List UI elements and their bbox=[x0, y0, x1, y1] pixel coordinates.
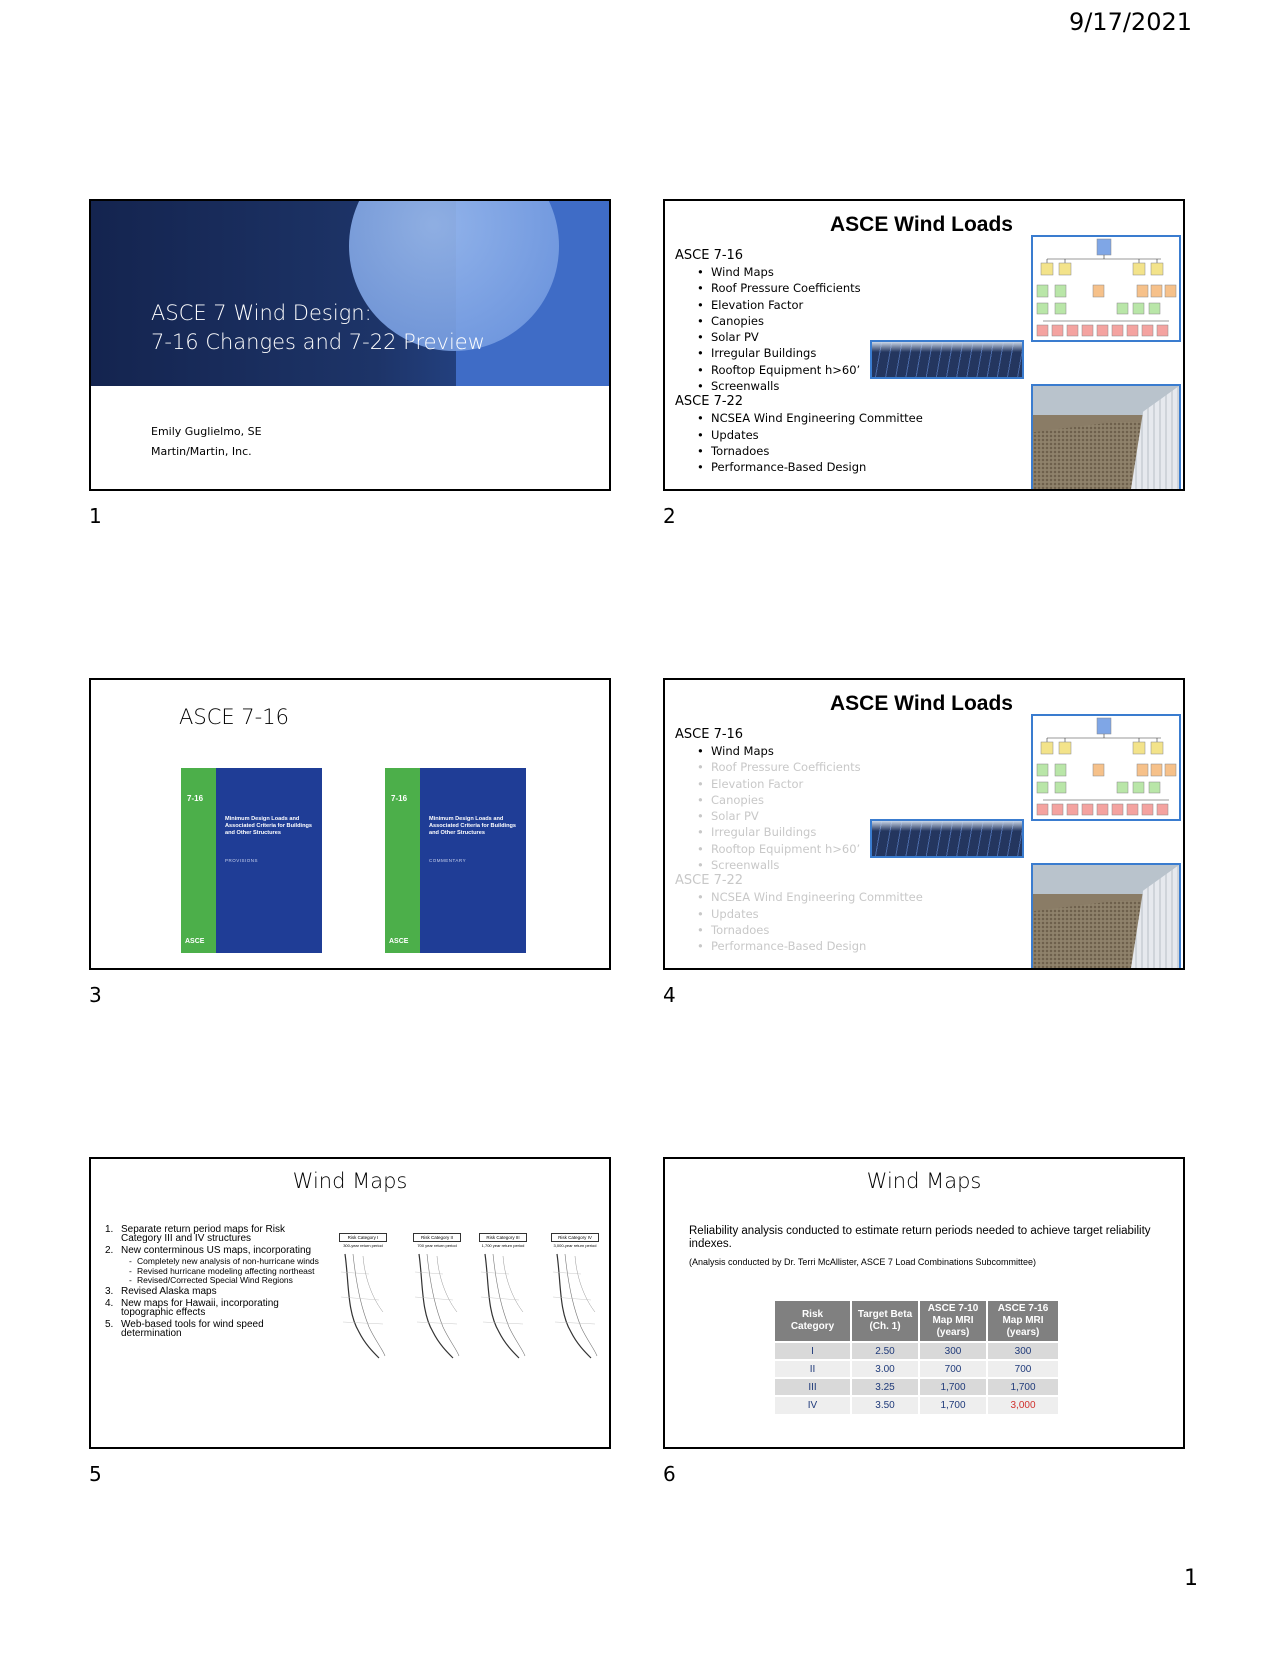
table-header: Risk Category bbox=[775, 1301, 851, 1342]
bullet-item: • Updates bbox=[697, 427, 923, 443]
sub-item: - Completely new analysis of non-hurricane winds bbox=[105, 1258, 325, 1266]
bullet-item: • Performance-Based Design bbox=[697, 459, 923, 475]
slide-6[interactable] bbox=[663, 1157, 1185, 1449]
bullet-item: • Screenwalls bbox=[697, 378, 923, 394]
flowchart-image bbox=[1031, 714, 1181, 821]
table-row: II 3.00 700 700 bbox=[775, 1360, 1059, 1378]
table-header: ASCE 7-10 Map MRI (years) bbox=[919, 1301, 987, 1342]
slide-5[interactable] bbox=[89, 1157, 611, 1449]
bullet-item: • Solar PV bbox=[697, 329, 923, 345]
author-company: Martin/Martin, Inc. bbox=[151, 445, 252, 458]
bullet-item: • Tornadoes bbox=[697, 443, 923, 459]
bullet-item: • Roof Pressure Coefficients bbox=[697, 280, 923, 296]
table-row: III 3.25 1,700 1,700 bbox=[775, 1378, 1059, 1396]
bullet-item: • Rooftop Equipment h>60’ bbox=[697, 841, 923, 857]
rooftop-screenwall-image bbox=[1031, 384, 1181, 491]
book-cover-commentary: 7-16 Minimum Design Loads and Associated Criteria for Buildings and Other Structures COMMENTARY ASCE bbox=[385, 768, 526, 953]
bullet-item: • Updates bbox=[697, 906, 923, 922]
table-header: Target Beta (Ch. 1) bbox=[851, 1301, 919, 1342]
bullet-item: • Tornadoes bbox=[697, 922, 923, 938]
table-row: IV 3.50 1,700 3,000 bbox=[775, 1396, 1059, 1414]
bullet-item: • Screenwalls bbox=[697, 857, 923, 873]
slide-3[interactable] bbox=[89, 678, 611, 970]
solar-panels-image bbox=[870, 819, 1024, 858]
mri-table bbox=[775, 1301, 1060, 1414]
slide-2[interactable] bbox=[663, 199, 1185, 491]
slide-title: Wind Maps bbox=[292, 1169, 408, 1193]
bullet-item: • Performance-Based Design bbox=[697, 938, 923, 954]
wind-map-risk-3: Risk Category III 1,700 year return period bbox=[479, 1233, 527, 1393]
bullet-item: • Solar PV bbox=[697, 808, 923, 824]
bullet-item: • Elevation Factor bbox=[697, 297, 923, 313]
slide-number: 4 bbox=[663, 983, 676, 1007]
group-heading: ASCE 7-22 bbox=[675, 394, 744, 410]
list-item: 5. Web-based tools for wind speed determination bbox=[105, 1318, 264, 1339]
list-item: 2. New conterminous US maps, incorporating bbox=[105, 1245, 312, 1256]
sub-item: - Revised/Corrected Special Wind Regions bbox=[105, 1277, 325, 1285]
table-header: ASCE 7-16 Map MRI (years) bbox=[987, 1301, 1059, 1342]
bullet-item: • Irregular Buildings bbox=[697, 824, 923, 840]
list-item: 3. Revised Alaska maps bbox=[105, 1285, 217, 1297]
slide-number: 3 bbox=[89, 983, 102, 1007]
author-name: Emily Guglielmo, SE bbox=[151, 425, 262, 438]
slide-title: ASCE 7-16 bbox=[179, 705, 289, 729]
bullet-item: • Elevation Factor bbox=[697, 776, 923, 792]
bullet-item: • Canopies bbox=[697, 313, 923, 329]
wind-map-risk-1: Risk Category I 300-year return period bbox=[339, 1233, 387, 1393]
bullet-item: • Wind Maps bbox=[697, 743, 923, 759]
slide-1[interactable] bbox=[89, 199, 611, 491]
solar-panels-image bbox=[870, 340, 1024, 379]
author-block bbox=[151, 422, 262, 462]
wind-map-risk-4: Risk Category IV 3,000-year return period bbox=[551, 1233, 599, 1393]
bullet-item: • Irregular Buildings bbox=[697, 345, 923, 361]
slide-number: 5 bbox=[89, 1462, 102, 1486]
flowchart-image bbox=[1031, 235, 1181, 342]
bullet-item: • Rooftop Equipment h>60’ bbox=[697, 362, 923, 378]
slide-title: ASCE Wind Loads bbox=[830, 213, 1013, 236]
list-item: 1. Separate return period maps for Risk Category III and IV structures bbox=[105, 1224, 285, 1244]
slide-title: ASCE Wind Loads bbox=[830, 692, 1013, 715]
page-number: 1 bbox=[1184, 1566, 1198, 1591]
numbered-list bbox=[105, 1225, 325, 1341]
slide-text: Reliability analysis conducted to estimate return periods needed to achieve target reliability indexes. bbox=[689, 1225, 1151, 1250]
slide-number: 1 bbox=[89, 504, 102, 528]
bullet-item: • Wind Maps bbox=[697, 264, 923, 280]
group-heading: ASCE 7-16 bbox=[675, 727, 744, 742]
highlight-cell: 3,000 bbox=[987, 1396, 1059, 1414]
bullet-item: • NCSEA Wind Engineering Committee bbox=[697, 889, 923, 905]
rooftop-screenwall-image bbox=[1031, 863, 1181, 970]
sub-item: - Revised hurricane modeling affecting northeast bbox=[105, 1268, 325, 1276]
slide-title: Wind Maps bbox=[866, 1169, 982, 1193]
page-date: 9/17/2021 bbox=[1068, 8, 1192, 36]
table-row: I 2.50 300 300 bbox=[775, 1342, 1059, 1360]
slide-number: 6 bbox=[663, 1462, 676, 1486]
group-heading: ASCE 7-16 bbox=[675, 248, 744, 263]
table-header-row bbox=[775, 1301, 1059, 1342]
bullet-item: • Roof Pressure Coefficients bbox=[697, 759, 923, 775]
group-heading: ASCE 7-22 bbox=[675, 873, 744, 889]
bullet-item: • Canopies bbox=[697, 792, 923, 808]
bullet-item: • NCSEA Wind Engineering Committee bbox=[697, 410, 923, 426]
wind-map-risk-2: Risk Category II 700 year return period bbox=[413, 1233, 461, 1393]
slide-number: 2 bbox=[663, 504, 676, 528]
book-cover-provisions: 7-16 Minimum Design Loads and Associated Criteria for Buildings and Other Structures PROVISIONS ASCE bbox=[181, 768, 322, 953]
slide-4[interactable] bbox=[663, 678, 1185, 970]
list-item: 4. New maps for Hawaii, incorporating topographic effects bbox=[105, 1297, 279, 1318]
slide-title: ASCE 7 Wind Design: 7-16 Changes and 7-22 Preview bbox=[151, 301, 485, 354]
slide-note: (Analysis conducted by Dr. Terri McAllister, ASCE 7 Load Combinations Subcommittee) bbox=[689, 1257, 1036, 1267]
